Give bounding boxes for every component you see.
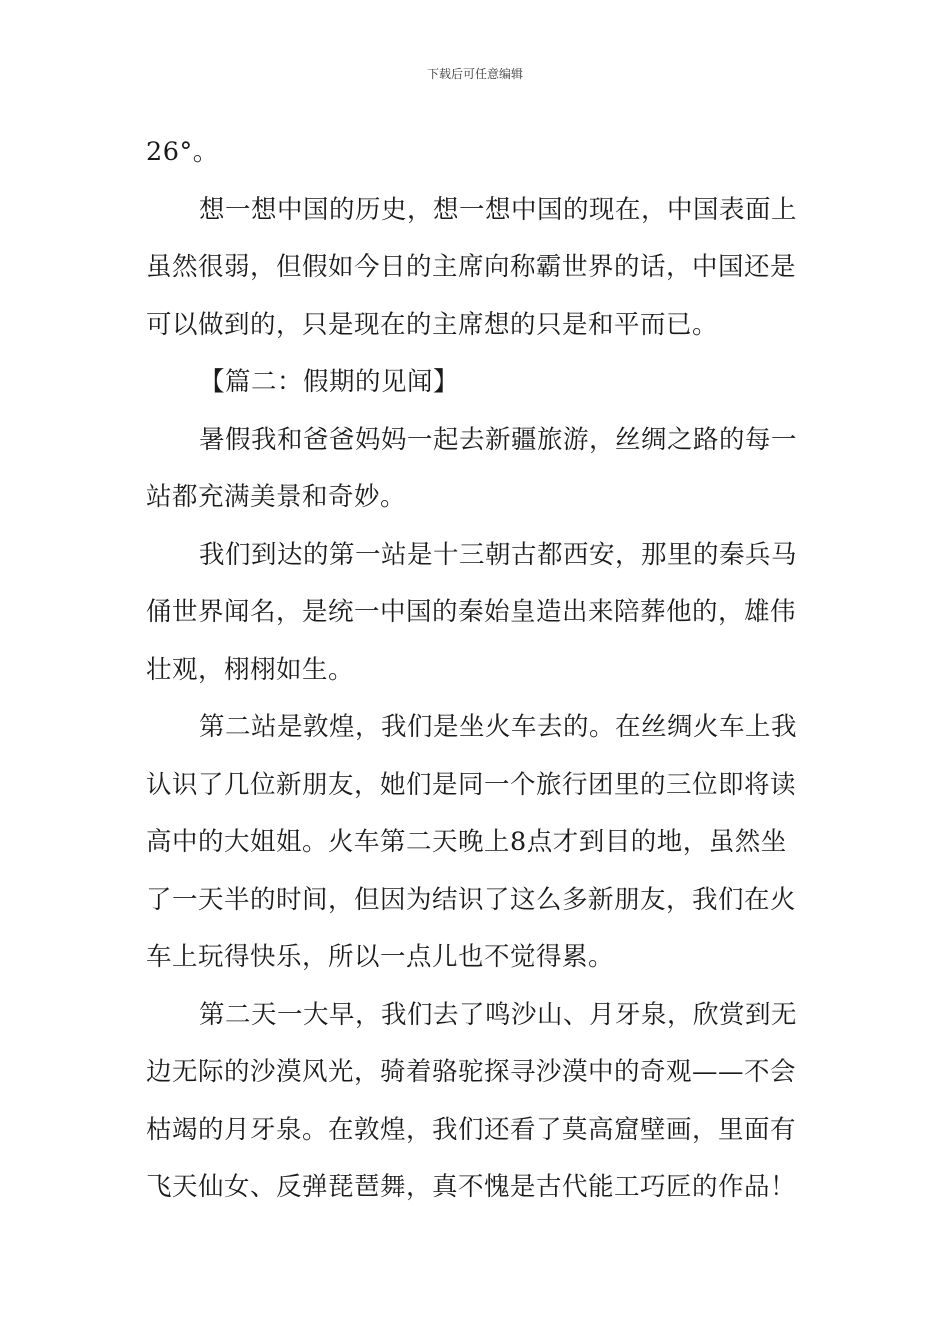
text-line: 第二天一大早，我们去了鸣沙山、月牙泉，欣赏到无 (199, 999, 798, 1030)
text-line: 可以做到的，只是现在的主席想的只是和平而已。 (146, 309, 719, 340)
text-line: 想一想中国的历史，想一想中国的现在，中国表面上 (199, 194, 798, 225)
section-heading: 【篇二：假期的见闻】 (199, 367, 460, 397)
text-line: 壮观，栩栩如生。 (146, 654, 355, 685)
text-line: 车上玩得快乐，所以一点儿也不觉得累。 (146, 942, 615, 972)
text-line: 第二站是敦煌，我们是坐火车去的。在丝绸火车上我 (199, 712, 798, 742)
text-line: 边无际的沙漠风光，骑着骆驼探寻沙漠中的奇观——不会 (146, 1057, 797, 1087)
text-line: 虽然很弱，但假如今日的主席向称霸世界的话，中国还是 (146, 252, 797, 282)
text-line: 高中的大姐姐。火车第二天晚上8点才到目的地，虽然坐 (146, 827, 787, 857)
text-line: 站都充满美景和奇妙。 (146, 482, 407, 512)
text-line: 枯竭的月牙泉。在敦煌，我们还看了莫高窟壁画，里面有 (146, 1114, 797, 1145)
text-line: 飞天仙女、反弹琵琶舞，真不愧是古代能工巧匠的作品！ (146, 1172, 797, 1202)
document-body (146, 124, 810, 1217)
text-line: 我们到达的第一站是十三朝古都西安，那里的秦兵马 (199, 539, 798, 570)
text-line: 26°。 (146, 137, 219, 167)
text-line: 暑假我和爸爸妈妈一起去新疆旅游，丝绸之路的每一 (199, 424, 798, 455)
page-header: 下载后可任意编辑 (426, 67, 523, 81)
text-line: 俑世界闻名，是统一中国的秦始皇造出来陪葬他的，雄伟 (146, 597, 797, 627)
text-line: 了一天半的时间，但因为结识了这么多新朋友，我们在火 (146, 884, 797, 915)
text-line: 认识了几位新朋友，她们是同一个旅行团里的三位即将读 (146, 769, 797, 800)
